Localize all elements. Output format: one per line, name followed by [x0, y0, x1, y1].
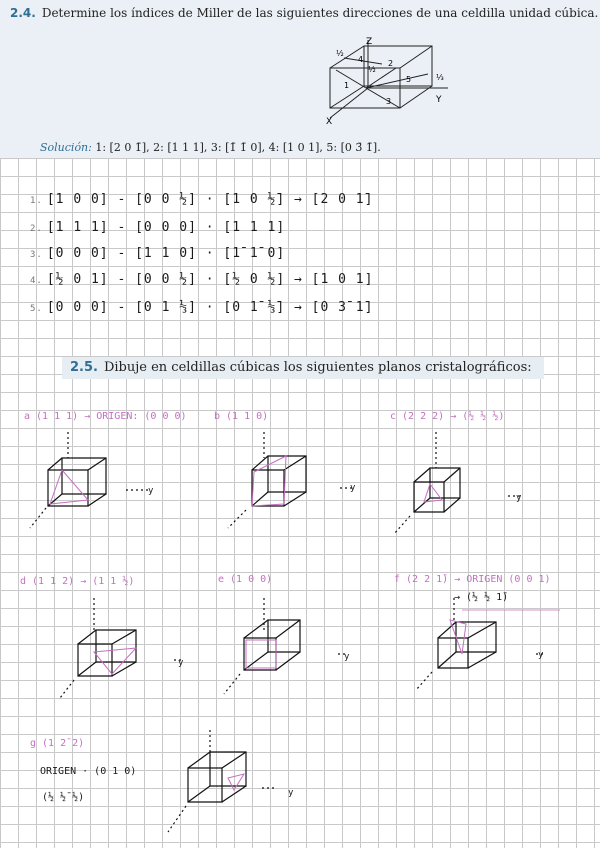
hw-solution-5-num: 5. [30, 304, 43, 314]
problem-25-number: 2.5. [70, 360, 98, 375]
sketch-g-y-axis: y [288, 788, 294, 798]
sketch-g-origin: ORIGEN · (0 1 0) [40, 766, 137, 777]
sketch-d-label: d (1 1 2) → (1 1 ½) [20, 576, 135, 587]
solution-line [40, 141, 381, 154]
sketch-e-label: e (1 0 0) [218, 574, 273, 585]
axis-z-label: Z [366, 37, 373, 47]
hw-solution-1-num: 1. [30, 196, 43, 206]
problem-25-banner [62, 357, 544, 379]
sketch-a-y-axis: y [148, 486, 154, 496]
axis-x-label: X [326, 117, 333, 127]
fraction-label-1: ½ [336, 49, 344, 58]
cube-sketch-a [26, 428, 166, 548]
problem-24-statement: Determine los índices de Miller de las siguientes direcciones de una celdilla unidad cúbica. [41, 6, 599, 20]
hw-solution-2-num: 2. [30, 224, 43, 234]
cube-direction-figure [0, 0, 600, 158]
fraction-label-2: ½ [368, 65, 376, 74]
direction-label-3: 3 [386, 97, 392, 106]
solution-label: Solución: [40, 141, 92, 154]
problem-24-panel [0, 0, 600, 158]
hw-solution-3-text: [0 0 0] - [1 1 0] · [1̄ 1̄ 0] [46, 246, 286, 261]
hw-solution-5-text: [0 0 0] - [0 1 ⅓] · [0 1̄ ⅓̄] → [0 3̄ 1̄] [46, 300, 374, 315]
direction-label-4: 4 [358, 55, 364, 64]
hw-solution-2-text: [1 1 1] - [0 0 0] · [1 1 1] [46, 220, 286, 235]
sketch-a-text: a (1 1 1) → ORIGEN: (0 0 0) [24, 411, 187, 422]
sketch-c-y-axis: y [516, 493, 522, 503]
direction-label-2: 2 [388, 59, 394, 68]
sketch-e-y-axis: y [344, 652, 350, 662]
direction-label-1: 1 [344, 81, 350, 90]
cube-sketch-b [224, 428, 364, 548]
sketch-f-y-axis: y [538, 650, 544, 660]
sketch-f-sub: → (½ ½ 1̄) [454, 592, 509, 603]
hw-solution-3 [30, 246, 285, 261]
hw-solution-4-text: [½ 0 1] - [0 0 ½] · [½ 0 ½] → [1 0 1] [46, 272, 374, 287]
sketch-g-label: g (1 2̄ 2) [30, 738, 85, 749]
hw-solution-3-num: 3. [30, 250, 43, 260]
cube-sketch-g [164, 726, 314, 846]
problem-25-statement: Dibuje en celdillas cúbicas los siguientes planos cristalográficos: [103, 360, 532, 375]
direction-label-5: 5 [406, 75, 412, 84]
hw-solution-4-num: 4. [30, 276, 43, 286]
problem-25-title [70, 360, 532, 375]
cube-sketch-d [56, 594, 196, 714]
hw-solution-2 [30, 220, 285, 235]
sketch-c-label: c (2 2 2) → (½ ½ ½) [390, 411, 505, 422]
sketch-g-point: (½ ½̄ ½) [42, 792, 85, 803]
cube-sketch-c [390, 428, 530, 548]
sketch-b-y-axis: y [350, 483, 356, 493]
sketch-b-label: b (1 1 0) [214, 411, 269, 422]
hw-solution-5 [30, 300, 373, 315]
sketch-a-label [24, 411, 187, 422]
hw-solution-1-text: [1 0 0] - [0 0 ½] · [1 0 ½̄] → [2 0 1̄] [46, 192, 374, 207]
sketch-d-y-axis: y [178, 658, 184, 668]
hw-solution-4 [30, 272, 373, 287]
cube-sketch-e [220, 594, 360, 714]
fraction-label-3: ⅓ [436, 73, 444, 82]
solution-text: 1: [2 0 1̄], 2: [1 1 1], 3: [1̄ 1̄ 0], 4: [1 0 1], 5: [0 3̄ 1̄]. [95, 141, 381, 154]
hw-solution-1 [30, 192, 373, 207]
axis-y-label: Y [436, 95, 442, 105]
problem-24-number: 2.4. [10, 6, 36, 20]
sketch-f-label: f (2 2 1̄) → ORIGEN (0 0 1) [394, 574, 551, 585]
